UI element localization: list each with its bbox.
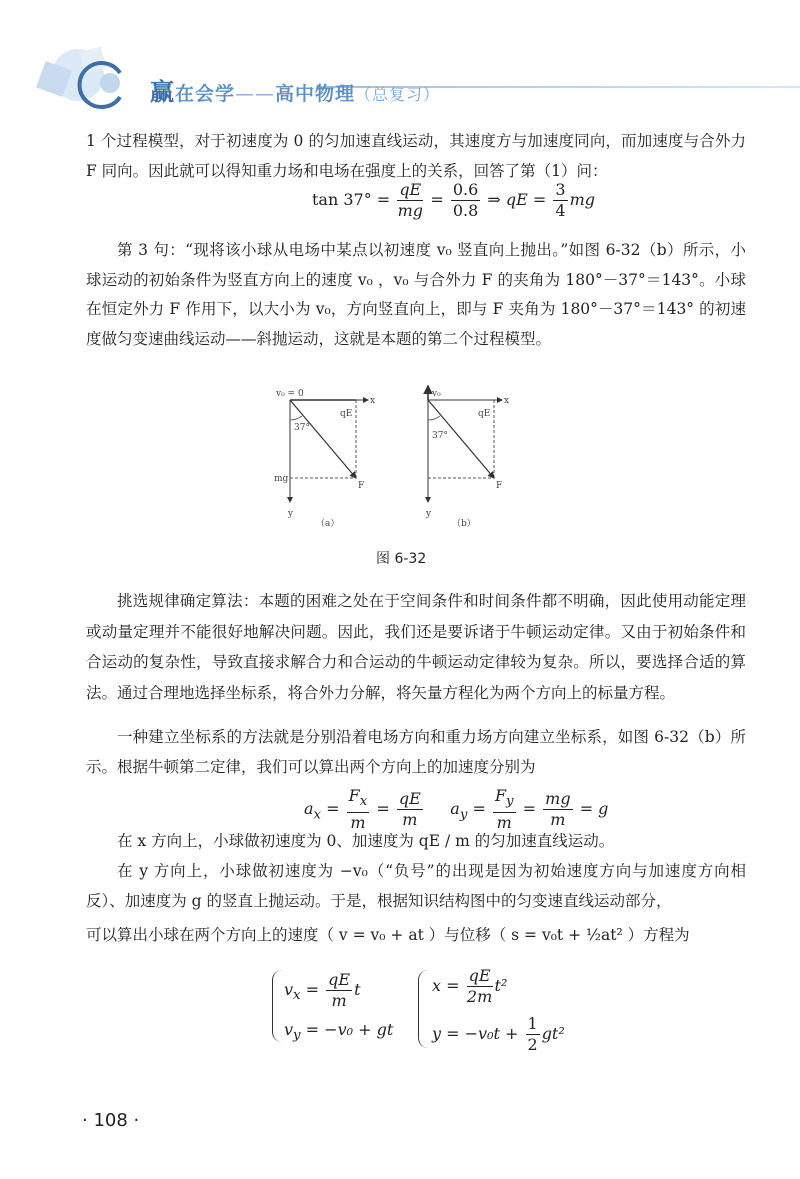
label-angle-b: 37°: [432, 431, 448, 441]
book-title: 赢在会学——高中物理（总复习）: [150, 78, 441, 106]
equation-accelerations: $a_x$ = $\frac{F_x}{m}$ = $\frac{qE}{m}$ $a_y$ = $\frac{F_y}{m}$ = $\frac{mg}{m}$ = g: [304, 786, 609, 833]
brace-velocity: [272, 970, 283, 1042]
label-F-a: F: [358, 481, 365, 491]
paragraph-6: 在 y 方向上，小球做初速度为 −v₀（“负号”的出现是因为初始速度方向与加速度方向相反）、加速度为 g 的竖直上抛运动。于是，根据知识结构图中的匀变速直线运动部分，: [86, 862, 746, 910]
displacement-y-equation: y = −v₀t + $\frac{1}{2}$ gt²: [432, 1014, 565, 1054]
velocity-x-equation: $v_x$ = $\frac{qE}{m}$ t: [284, 970, 361, 1010]
header-logo: [20, 35, 130, 110]
equation-tan37: tan 37° = $\frac{qE}{mg}$ = $\frac{0.6}{0.8}$ ⇒ qE = $\frac{3}{4}$ mg: [312, 180, 595, 220]
label-x-a: x: [370, 396, 376, 406]
label-F-b: F: [496, 481, 503, 491]
brace-displacement: [418, 970, 429, 1048]
diagram-b: [425, 386, 509, 529]
page-number: · 108 ·: [82, 1110, 140, 1131]
paragraph-7: 可以算出小球在两个方向上的速度（ v = v₀ + at ）与位移（ s = v₀t + ½at² ）方程为: [86, 926, 690, 944]
label-v0-zero: v₀ = 0: [276, 389, 304, 399]
label-y-b: y: [426, 509, 432, 519]
diagram-a: [274, 389, 375, 529]
velocity-y-equation: $v_y = -v_0$ + gt: [284, 1020, 394, 1044]
displacement-x-equation: x = $\frac{qE}{2m}$ t²: [432, 966, 508, 1006]
label-a: （a）: [316, 519, 340, 529]
paragraph-2: 第 3 句：“现将该小球从电场中某点以初速度 v₀ 竖直向上抛出。”如图 6-32（b）所示，小球运动的初始条件为竖直方向上的速度 v₀ ，v₀ 与合外力 F 的夹角为 180°－37°＝143°。小球在恒定外力 F 作用下，以大小为 v₀，方向竖直向上，即与 F 夹角为 180°－37°＝143° 的初速度做匀变速曲线运动——斜抛运动，这就是本题的第二个过程模型。: [86, 241, 746, 348]
label-mg: mg: [274, 474, 289, 484]
brand-char: 赢: [150, 78, 175, 106]
figure-caption: 图 6-32: [376, 551, 427, 567]
paragraph-1: 1 个过程模型，对于初速度为 0 的匀加速直线运动，其速度方与加速度同向，而加速度与合外力 F 同向。因此就可以得知重力场和电场在强度上的关系，回答了第（1）问：: [86, 132, 746, 180]
label-x-b: x: [504, 396, 510, 406]
figure-6-32: [270, 384, 530, 534]
paragraph-3: 挑选规律确定算法：本题的困难之处在于空间条件和时间条件都不明确，因此使用动能定理或动量定理并不能很好地解决问题。因此，我们还是要诉诸于牛顿运动定律。又由于初始条件和合运动的复杂性，导致直接求解合力和合运动的牛顿运动定律较为复杂。所以，要选择合适的算法。通过合理地选择坐标系，将合外力分解，将矢量方程化为两个方向上的标量方程。: [86, 592, 746, 702]
label-y-a: y: [288, 509, 294, 519]
label-qE-a: qE: [340, 409, 353, 419]
paragraph-4: 一种建立坐标系的方法就是分别沿着电场方向和重力场方向建立坐标系，如图 6-32（b）所示。根据牛顿第二定律，我们可以算出两个方向上的加速度分别为: [86, 728, 746, 776]
paragraph-5: 在 x 方向上，小球做初速度为 0、加速度为 qE / m 的匀加速直线运动。: [117, 832, 615, 850]
label-v0: v₀: [432, 389, 441, 399]
label-qE-b: qE: [478, 409, 491, 419]
label-angle-a: 37°: [294, 423, 310, 433]
label-b: （b）: [452, 519, 476, 529]
